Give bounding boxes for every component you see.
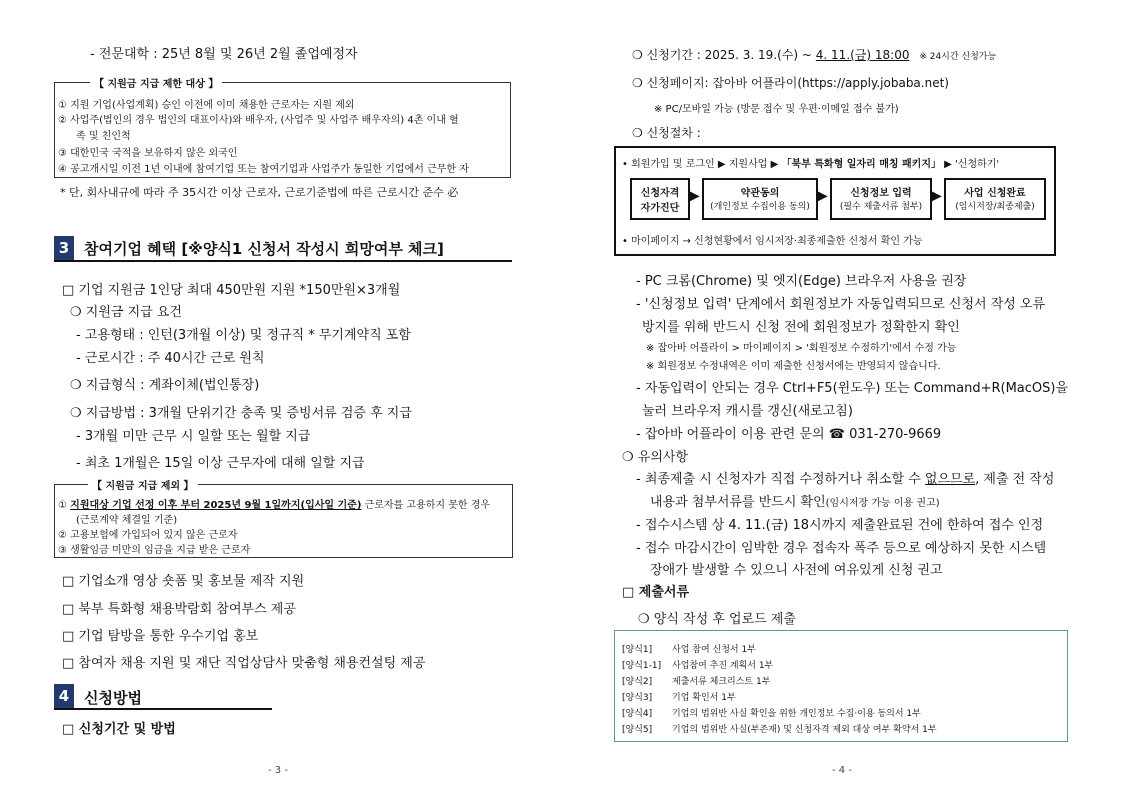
form-code-4: [양식3] [622, 693, 653, 703]
flow-top-b: 「북부 특화형 일자리 매칭 패키지」 [781, 159, 941, 170]
form-name-5: 기업의 법위반 사실 확인을 위한 개인정보 수집·이용 동의서 1부 [672, 709, 921, 719]
form-code-6: [양식5] [622, 725, 653, 735]
form-name-2: 사업참여 추진 계획서 1부 [672, 661, 774, 671]
exclusion-item-1-cont: (근로계약 체결일 기준) [76, 515, 178, 526]
section-3-rule [54, 260, 512, 262]
flow-top [622, 155, 999, 170]
caution-2b: (임시저장 가능 이용 권고) [825, 498, 940, 509]
hours-note: * 단, 회사내규에 따라 주 35시간 이상 근로자, 근로기준법에 따른 근로시간 준수 必 [60, 186, 459, 199]
flow-step-1-sub: 자가진단 [640, 203, 680, 214]
s3-line-5: ❍ 지급형식 : 계좌이체(법인통장) [70, 378, 260, 393]
restriction-item-2: ② 사업주(법인의 경우 법인의 대표이사)와 배우자, (사업주 및 사업주 배우자의) 4촌 이내 혈 [58, 115, 459, 126]
page-url-note: ※ PC/모바일 가능 (방문 접수 및 우편·이메일 접수 불가) [654, 104, 899, 115]
r-line-7: 눌러 브라우저 캐시를 갱신(새로고침) [642, 404, 853, 419]
restriction-item-1: ① 지원 기업(사업계획) 승인 이전에 이미 채용한 근로자는 지원 제외 [58, 100, 355, 111]
caution-2a: 내용과 첨부서류를 반드시 확인 [650, 495, 826, 510]
r-line-2: - '신청정보 입력' 단계에서 회원정보가 자동입력되므로 신청서 작성 오류 [636, 297, 1046, 312]
flow-step-3-sub: (필수 제출서류 첨부) [839, 202, 923, 212]
benefit-2: □ 북부 특화형 채용박람회 참여부스 제공 [62, 602, 296, 617]
section-4-number: 4 [54, 684, 74, 708]
restriction-item-2-cont: 족 및 친인척 [76, 131, 131, 142]
page-number-right: - 4 - [832, 765, 852, 776]
benefit-1: □ 기업소개 영상 숏폼 및 홍보물 제작 지원 [62, 574, 305, 589]
form-code-2: [양식1-1] [622, 661, 662, 671]
flow-top-a: • 회원가입 및 로그인 ▶ 지원사업 ▶ [622, 159, 779, 170]
s3-line-4: - 근로시간 : 주 40시간 근로 원칙 [76, 351, 265, 366]
s3-line-1: □ 기업 지원금 1인당 최대 450만원 지원 *150만원×3개월 [62, 283, 401, 298]
r-line-6: - 자동입력이 안되는 경우 Ctrl+F5(윈도우) 또는 Command+R(MacOS)을 [636, 381, 1069, 396]
exclusion-item-1-num: ① [58, 500, 67, 511]
procedure-label: ❍ 신청절차 : [632, 126, 701, 140]
flow-step-3-title: 신청정보 입력 [850, 188, 912, 199]
docs-sub: ❍ 양식 작성 후 업로드 제출 [638, 612, 796, 627]
caution-3: - 접수시스템 상 4. 11.(금) 18시까지 제출완료된 건에 한하여 접수 인정 [636, 518, 1044, 533]
exclusion-item-1 [58, 496, 490, 511]
r-line-1: - PC 크롬(Chrome) 및 엣지(Edge) 브라우저 사용을 권장 [636, 274, 967, 289]
form-code-5: [양식4] [622, 709, 653, 719]
r-line-3: 방지를 위해 반드시 신청 전에 회원정보가 정확한지 확인 [642, 320, 960, 335]
exclusion-box-title: 【 지원금 지급 제외 】 [88, 477, 198, 492]
caution-1a: - 최종제출 시 신청자가 직접 수정하거나 취소할 수 [636, 472, 925, 487]
docs-title: □ 제출서류 [622, 585, 690, 600]
flow-step-1 [630, 178, 690, 220]
flow-arrow-2: ▶ [817, 188, 828, 204]
flow-arrow-1: ▶ [689, 188, 700, 204]
period-line [632, 46, 996, 63]
caution-2 [650, 491, 940, 510]
benefit-4: □ 참여자 채용 지원 및 재단 직업상담사 맞춤형 채용컨설팅 제공 [62, 656, 426, 671]
form-code-3: [양식2] [622, 677, 653, 687]
restriction-item-3: ③ 대한민국 국적을 보유하지 않은 외국인 [58, 148, 238, 159]
exclusion-item-1-period: 지원대상 기업 선정 이후 부터 2025년 9월 1일까지(입사일 기준) [70, 500, 362, 511]
page-number-left: - 3 - [268, 765, 288, 776]
s3-line-7: - 3개월 미만 근무 시 일할 또는 월할 지급 [76, 429, 311, 444]
benefit-3: □ 기업 탐방을 통한 우수기업 홍보 [62, 629, 259, 644]
flow-step-2 [702, 178, 818, 220]
form-code-1: [양식1] [622, 645, 653, 655]
section-4-title: 신청방법 [84, 689, 142, 707]
caution-1 [636, 468, 1054, 487]
caution-4: - 접수 마감시간이 임박한 경우 접속자 폭주 등으로 예상하지 못한 시스템 [636, 541, 1047, 556]
restriction-box-title: 【 지원금 지급 제한 대상 】 [90, 75, 222, 90]
r-line-4: ※ 잡아바 어플라이 > 마이페이지 > '회원정보 수정하기'에서 수정 가능 [646, 343, 957, 354]
flow-step-3 [830, 178, 932, 220]
section-4-rule [54, 708, 272, 710]
caution-1b: 없으므로 [924, 472, 976, 487]
flow-arrow-3: ▶ [931, 188, 942, 204]
caution-title: ❍ 유의사항 [622, 450, 689, 465]
form-name-3: 제출서류 체크리스트 1부 [672, 677, 771, 687]
form-name-1: 사업 참여 신청서 1부 [672, 645, 756, 655]
period-note: ※ 24시간 신청가능 [919, 52, 997, 62]
s3-line-8: - 최초 1개월은 15일 이상 근무자에 대해 일할 지급 [76, 456, 365, 471]
s3-line-2: ❍ 지원금 지급 요건 [70, 305, 182, 320]
period-end: 4. 11.(금) 18:00 [815, 48, 910, 62]
restriction-item-4: ④ 공고개시일 이전 1년 이내에 참여기업 또는 참여기업과 사업주가 동일한 기업에서 근무한 자 [58, 164, 469, 175]
flow-bottom: • 마이페이지 → 신청현황에서 임시저장·최종제출한 신청서 확인 가능 [622, 236, 923, 247]
form-name-4: 기업 확인서 1부 [672, 693, 736, 703]
section-3-title: 참여기업 혜택 [※양식1 신청서 작성시 희망여부 체크] [84, 240, 444, 258]
flow-step-4-sub: (임시저장/최종제출) [955, 202, 1035, 212]
page-url-line: ❍ 신청페이지: 잡아바 어플라이(https://apply.jobaba.net) [632, 76, 949, 90]
flow-step-1-title: 신청자격 [640, 188, 680, 199]
exclusion-item-3: ③ 생활임금 미만의 임금을 지급 받은 근로자 [58, 545, 251, 556]
caution-5: 장애가 발생할 수 있으니 사전에 여유있게 신청 권고 [650, 563, 943, 578]
section-4-sub: □ 신청기간 및 방법 [62, 722, 176, 737]
intro-line: - 전문대학 : 25년 8월 및 26년 2월 졸업예정자 [90, 47, 358, 62]
s3-line-6: ❍ 지급방법 : 3개월 단위기간 충족 및 증빙서류 검증 후 지급 [70, 406, 412, 421]
section-3-number: 3 [54, 236, 74, 260]
flow-step-2-title: 약관동의 [740, 188, 780, 199]
flow-top-c: ▶ '신청하기' [944, 159, 1000, 170]
flow-step-4-title: 사업 신청완료 [964, 188, 1026, 199]
exclusion-item-2: ② 고용보험에 가입되어 있지 않은 근로자 [58, 530, 238, 541]
s3-line-3: - 고용형태 : 인턴(3개월 이상) 및 정규직 * 무기계약직 포함 [76, 328, 411, 343]
flow-step-4 [944, 178, 1046, 220]
form-name-6: 기업의 법위반 사실(부존재) 및 신청자격 제외 대상 여부 확약서 1부 [672, 725, 937, 735]
period-prefix: ❍ 신청기간 : 2025. 3. 19.(수) ~ [632, 48, 816, 62]
flow-step-2-sub: (개인정보 수집이용 동의) [710, 202, 810, 212]
exclusion-item-1-rest: 근로자를 고용하지 못한 경우 [361, 500, 491, 511]
r-line-8: - 잡아바 어플라이 이용 관련 문의 ☎ 031-270-9669 [636, 427, 942, 442]
caution-1c: , 제출 전 작성 [975, 472, 1055, 487]
r-line-5: ※ 회원정보 수정내역은 이미 제출한 신청서에는 반영되지 않습니다. [646, 361, 941, 372]
